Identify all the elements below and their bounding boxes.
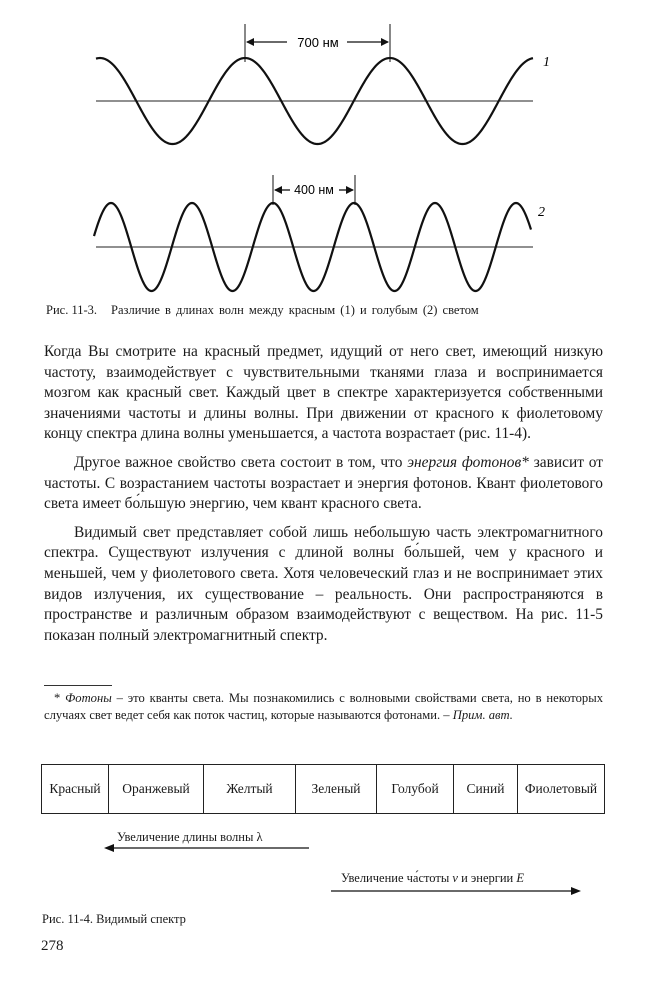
paragraph-3: Видимый свет представляет собой лишь небольшую часть электромагнитного спектра. Существуют излучения с длиной волны бо́льшей, чем у красного и меньшей, чем у фиолетового света. Хотя человеческий глаз и не воспринимает этих видов излучения, их существование – реальность. Они распространяются в пространстве и различным образом взаимодействуют с веществом. На рис. 11-5 показан полный электромагнитный спектр.	[44, 523, 603, 644]
footnote-note: Прим. авт.	[452, 707, 513, 722]
footnote-term: Фотоны	[65, 691, 112, 705]
frequency-arrow-label	[341, 871, 524, 886]
frequency-arrow	[331, 887, 581, 895]
paragraph-1: Когда Вы смотрите на красный предмет, идущий от него свет, имеющий низкую частоту, взаимодействует с чувствительными тканями глаза и воспринимается мозгом как красный свет. Каждый цвет в спектре характеризуется собственными значениями частоты и длины волны. При движении от красного к фиолетовому концу спектра длина волны уменьшается, а частота возрастает (рис. 11-4).	[44, 343, 603, 443]
spectrum-band-orange: Оранжевый	[109, 765, 204, 813]
body-text	[44, 342, 603, 654]
page-number: 278	[41, 938, 64, 954]
spectrum-band-yellow: Желтый	[204, 765, 296, 813]
wave1-number: 1	[543, 55, 550, 70]
wave2-number: 2	[538, 205, 545, 220]
spectrum-band-blue: Синий	[454, 765, 518, 813]
spectrum-band-cyan: Голубой	[377, 765, 454, 813]
figure-11-3-caption	[46, 303, 611, 318]
spectrum-band-green: Зеленый	[296, 765, 377, 813]
footnote	[44, 690, 603, 723]
frequency-label-middle: и энергии	[457, 871, 517, 885]
wavelength-700-label: 700 нм	[297, 35, 339, 50]
paragraph-2	[44, 453, 603, 515]
paragraph-2-emphasis: энергия фотонов*	[407, 453, 529, 471]
paragraph-2-start: Другое важное свойство света состоит в том, что	[74, 453, 408, 471]
paragraph-2-end: зависит от частоты. С возрастанием частоты возрастает и энергия фотонов. Квант фиолетового света имеет бо́льшую энергию, чем квант красного света.	[44, 453, 604, 513]
figure-11-3-number: Рис. 11-3.	[46, 303, 98, 317]
visible-spectrum-table	[41, 764, 605, 814]
figure-11-4-caption: Рис. 11-4. Видимый спектр	[42, 912, 186, 926]
wavelength-arrow-label: Увеличение длины волны λ	[117, 830, 263, 844]
frequency-symbol: ν	[452, 871, 458, 885]
spectrum-band-violet: Фиолетовый	[524, 781, 598, 796]
wave-comparison-figure	[0, 0, 645, 300]
wavelength-400-label: 400 нм	[294, 183, 334, 197]
footnote-text: – это кванты света. Мы познакомились с волновыми свойствами света, но в некоторых случаях свет ведет себя как поток частиц, которые называются фотонами. –	[44, 691, 603, 722]
energy-symbol: E	[516, 871, 525, 885]
spectrum-band-red: Красный	[42, 765, 109, 813]
footnote-divider	[44, 685, 112, 686]
footnote-marker: *	[54, 691, 66, 705]
figure-11-3-title: Различие в длинах волн между красным (1) и голубым (2) светом	[111, 303, 479, 317]
wavelength-arrow	[104, 844, 309, 852]
frequency-label-start: Увеличение ча́стоты	[341, 871, 453, 885]
